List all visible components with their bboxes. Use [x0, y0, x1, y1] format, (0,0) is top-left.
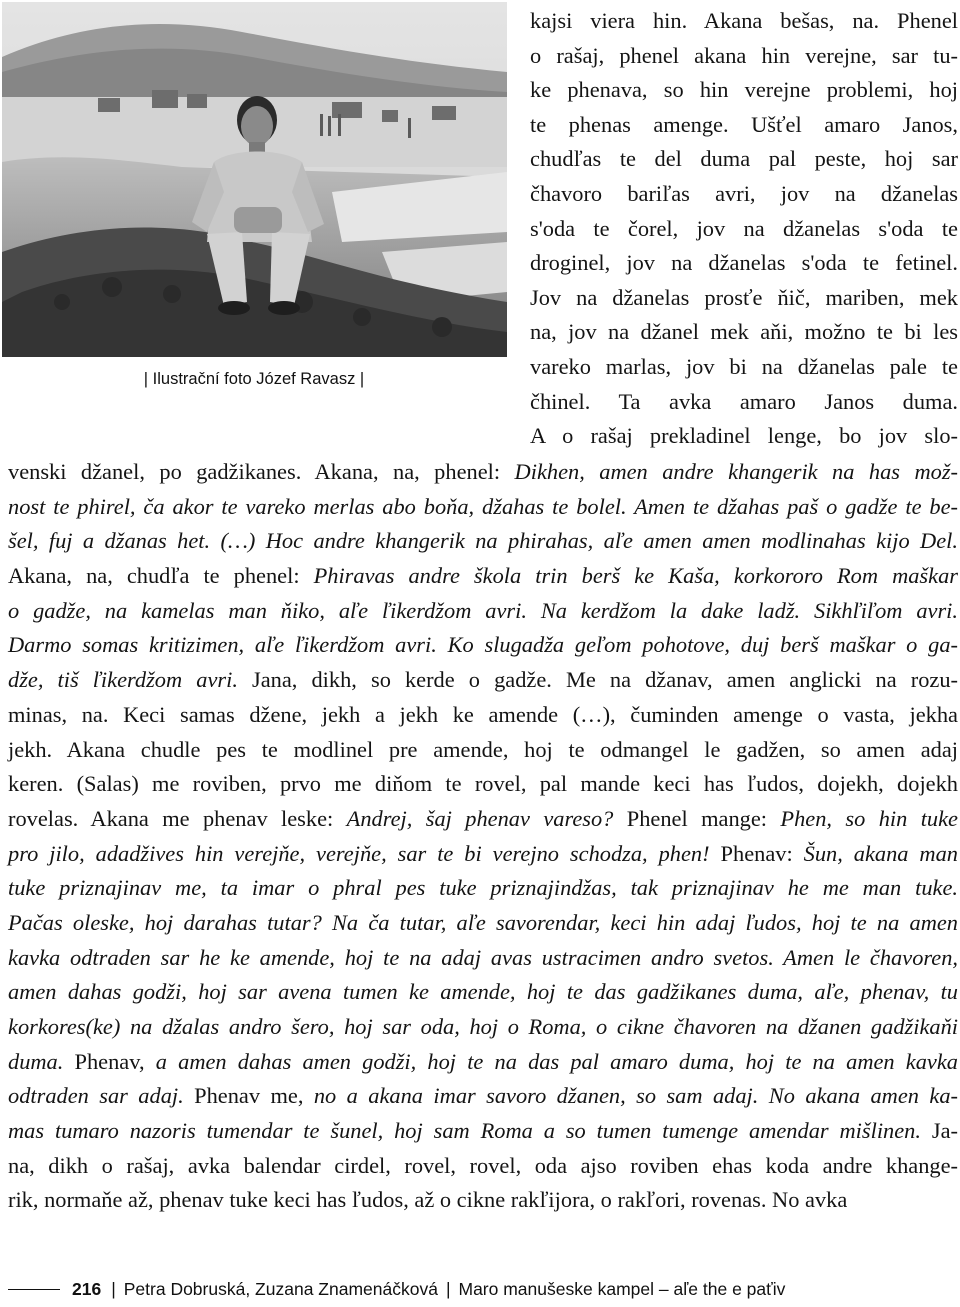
footer-authors: Petra Dobruská, Zuzana Znamenáčková	[123, 1278, 438, 1299]
footer-book-title: Maro manušeske kampel – aľe the e paťiv	[458, 1278, 786, 1299]
quoted-speech-segment: amen dahas godži, hoj sar avena tumen ke amende, hoj te das gadžikanes duma, aľe, phenav, tu	[8, 979, 958, 1005]
narration-segment: rik, normaňe až, phenav tuke keci has ľudos, až o cikne rakľijora, o rakľori, rovenas. No avka	[8, 1187, 848, 1213]
body-text-line	[8, 455, 958, 490]
column-text-line: Jov na džanelas prosťe ňič, mariben, mek	[530, 284, 958, 310]
column-text-line: vareko marlas, jov bi na džanelas pale te	[530, 353, 958, 379]
quoted-speech-segment: šel, fuj a džanas het. (…) Hoc andre khangerik na phirahas, aľe amen amen modlinahas kijo Del.	[8, 528, 958, 554]
quoted-speech-segment: pro jilo, adadžives hin verejňe, verejňe, sar te bi verejno schodza, phen!	[8, 840, 710, 866]
column-text-line: A o rašaj prekladinel lenge, bo jov slo-	[530, 423, 958, 449]
body-text-line	[8, 1045, 958, 1080]
illustration-block	[0, 0, 508, 410]
body-text	[8, 455, 958, 1218]
quoted-speech-segment: Darmo somas kritizimen, aľe ľikerdžom avri. Ko slugadža geľom pohotove, duj berš maškar o ga-	[8, 632, 958, 658]
body-text-line	[8, 802, 958, 837]
photo-caption: | Ilustrační foto Józef Ravasz |	[143, 370, 365, 388]
footer-separator: |	[111, 1278, 116, 1299]
body-text-line	[8, 767, 958, 802]
body-text-line	[8, 733, 958, 768]
body-text-line	[8, 906, 958, 941]
column-text-line: chudľas te del duma pal peste, hoj sar	[530, 146, 958, 172]
body-text-line	[8, 1114, 958, 1149]
narration-segment: Phenav me,	[183, 1083, 314, 1109]
narration-segment: keren. (Salas) me roviben, prvo me diňom te rovel, pal mande keci has ľudos, dojekh, dojekh	[8, 771, 958, 797]
column-text-line: s'oda te čorel, jov na džanelas s'oda te	[530, 215, 958, 241]
quoted-speech-segment: Phen, so hin tuke	[780, 805, 958, 831]
column-text-line: droginel, jov na džanelas s'oda te fetinel.	[530, 250, 958, 276]
body-text-line	[8, 975, 958, 1010]
narration-segment: venski džanel, po gadžikanes. Akana, na, phenel:	[8, 459, 515, 484]
column-text-line: te phenas amenge. Ušťel amaro Janos,	[530, 111, 958, 137]
quoted-speech-segment: duma.	[8, 1048, 64, 1074]
narration-segment: na, dikh o rašaj, avka balendar cirdel, rovel, rovel, oda ajso roviben ehas koda andre khange-	[8, 1152, 958, 1178]
column-text-line: ke phenava, so hin verejne problemi, hoj	[530, 77, 958, 103]
narration-segment: Phenav:	[709, 840, 804, 866]
narration-segment: Jana, dikh, so kerde o gadže. Me na džanav, amen anglicki na rozu-	[252, 667, 958, 693]
body-text-line	[8, 871, 958, 906]
body-text-line	[8, 628, 958, 663]
quoted-speech-segment: Andrej, šaj phenav vareso?	[346, 805, 614, 831]
quoted-speech-segment: Phiravas andre škola trin berš ke Kaša, korkororo Rom maškar	[313, 563, 958, 589]
body-text-line	[8, 490, 958, 525]
column-text-line: kajsi viera hin. Akana bešas, na. Phenel	[530, 8, 958, 33]
quoted-speech-segment: no a akana imar savoro džanen, so sam adaj. No akana amen ka-	[313, 1083, 958, 1109]
body-text-line	[8, 594, 958, 629]
page-footer	[8, 1276, 958, 1302]
body-text-line	[8, 837, 958, 872]
quoted-speech-segment: o gadže, na kamelas man ňiko, aľe ľikerdžom avri. Na kerdžom la dake ladž. Sikhľiľom avri.	[8, 597, 958, 623]
quoted-speech-segment: Šun, akana man	[803, 840, 958, 866]
body-text-line	[8, 1079, 958, 1114]
boy-sitting-on-rubble-image	[2, 2, 507, 357]
column-text-line: o rašaj, phenel akana hin verejne, sar tu-	[530, 42, 958, 68]
right-column-text	[530, 4, 958, 454]
narration-segment: rovelas. Akana me phenav leske:	[8, 805, 347, 831]
column-text-line: na, jov na džanel mek aňi, možno te bi les	[530, 319, 958, 345]
body-text-line	[8, 663, 958, 698]
narration-segment: minas, na. Keci samas džene, jekh a jekh ke amende (…), čuminden amenge o vasta, jekha	[8, 701, 958, 727]
narration-segment: Ja-	[920, 1118, 958, 1144]
quoted-speech-segment: odtraden sar adaj.	[8, 1083, 184, 1109]
body-text-line	[8, 524, 958, 559]
body-text-line	[8, 559, 958, 594]
narration-segment: Phenel mange:	[613, 805, 781, 831]
body-text-line	[8, 698, 958, 733]
quoted-speech-segment: korkores(ke) na džalas andro šero, hoj sar oda, hoj o Roma, o cikne čhavoren na džanen gadžikaňi	[8, 1014, 958, 1039]
body-text-line	[8, 1010, 958, 1045]
footer-rule	[8, 1289, 60, 1290]
narration-segment: Akana, na, chudľa te phenel:	[8, 563, 314, 589]
page-number: 216	[72, 1278, 102, 1299]
illustration-photo	[2, 2, 507, 357]
narration-segment: jekh. Akana chudle pes te modlinel pre amende, hoj te odmangel le gadžen, so amen adaj	[8, 736, 958, 762]
quoted-speech-segment: mas tumaro nazoris tumendar te šunel, hoj sam Roma a so tumen tumenge amendar mišlinen.	[8, 1118, 921, 1144]
body-text-line	[8, 941, 958, 976]
quoted-speech-segment: Dikhen, amen andre khangerik na has mož-	[514, 459, 958, 484]
footer-separator: |	[445, 1278, 451, 1299]
body-text-line	[8, 1149, 958, 1184]
quoted-speech-segment: kavka odtraden sar he ke amende, hoj te na adaj avas ustracimen andro svetos. Amen le čhavoren,	[8, 944, 958, 970]
body-text-line	[8, 1183, 958, 1218]
narration-segment: Phenav,	[63, 1048, 156, 1074]
quoted-speech-segment: nost te phirel, ča akor te vareko merlas abo boňa, džahas te bolel. Amen te džahas paš o gadže te be-	[8, 493, 958, 519]
column-text-line: čhavoro bariľas avri, jov na džanelas	[530, 180, 958, 206]
quoted-speech-segment: a amen dahas amen godži, hoj te na das pal amaro duma, hoj te na amen kavka	[155, 1048, 958, 1074]
quoted-speech-segment: dže, tiš ľikerdžom avri.	[8, 667, 253, 693]
quoted-speech-segment: tuke priznajinav me, ta imar o phral pes tuke priznajindžas, tak priznajinav he me man tuke.	[8, 875, 958, 901]
quoted-speech-segment: Pačas oleske, hoj darahas tutar? Na ča tutar, aľe savorendar, keci hin adaj ľudos, hoj te na amen	[8, 909, 958, 935]
column-text-line: čhinel. Ta avka amaro Janos duma.	[530, 388, 958, 414]
